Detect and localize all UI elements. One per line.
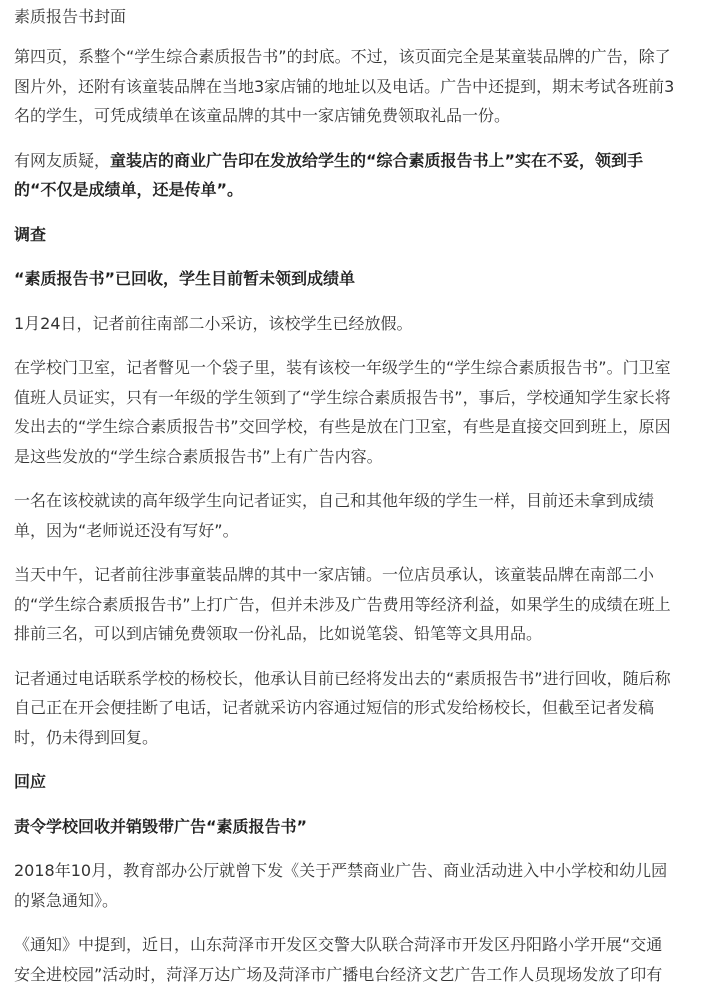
paragraph-netizen-question xyxy=(14,146,677,205)
paragraph-principal-call: 记者通过电话联系学校的杨校长，他承认目前已经将发出去的“素质报告书”进行回收，随后称自己正在开会便挂断了电话，记者就采访内容通过短信的形式发给杨校长，但截至记者发稿时，仍未得到回复。 xyxy=(14,668,671,747)
paragraph-senior-student: 一名在该校就读的高年级学生向记者证实，自己和其他年级的学生一样，目前还未拿到成绩单，因为“老师说还没有写好”。 xyxy=(14,491,655,540)
paragraph-school-visit: 1月24日，记者前往南部二小采访，该校学生已经放假。 xyxy=(14,313,413,333)
paragraph-notice-content: 《通知》中提到，近日，山东菏泽市开发区交警大队联合菏泽市开发区丹阳路小学开展“交通安全进校园”活动时，菏泽万达广场及菏泽市广播电台经济文艺广告工作人员现场发放了印有 xyxy=(14,935,663,984)
netizen-question-prefix: 有网友质疑， xyxy=(14,150,111,170)
paragraph-back-cover: 第四页，系整个“学生综合素质报告书”的封底。不过，该页面完全是某童装品牌的广告，除了图片外，还附有该童装品牌在当地3家店铺的地址以及电话。广告中还提到，期末考试各班前3名的学生，可凭成绩单在该童品牌的其中一家店铺免费领取礼品一份。 xyxy=(14,47,675,125)
section-heading-investigation: 调查 xyxy=(14,224,47,244)
subheading-report-recalled: “素质报告书”已回收，学生目前暂未领到成绩单 xyxy=(14,269,356,288)
netizen-question-bold: 童装店的商业广告印在发放给学生的“综合素质报告书上”实在不妥，领到手的“不仅是成绩单，还是传单”。 xyxy=(14,150,644,199)
paragraph-ministry-notice: 2018年10月，教育部办公厅就曾下发《关于严禁商业广告、商业活动进入中小学校和幼儿园的紧急通知》。 xyxy=(14,861,668,910)
subheading-order-destroy: 责令学校回收并销毁带广告“素质报告书” xyxy=(14,816,308,836)
image-caption: 素质报告书封面 xyxy=(14,7,127,26)
paragraph-store-visit: 当天中午，记者前往涉事童装品牌的其中一家店铺。一位店员承认，该童装品牌在南部二小的“学生综合素质报告书”上打广告，但并未涉及广告费用等经济利益，如果学生的成绩在班上排前三名，可以到店铺免费领取一份礼品，比如说笔袋、铅笔等文具用品。 xyxy=(14,565,671,643)
section-heading-response: 回应 xyxy=(14,772,47,791)
paragraph-guard-room: 在学校门卫室，记者瞥见一个袋子里，装有该校一年级学生的“学生综合素质报告书”。门卫室值班人员证实，只有一年级的学生领到了“学生综合素质报告书”，事后，学校通知学生家长将发出去的“学生综合素质报告书”交回学校，有些是放在门卫室，有些是直接交回到班上，原因是这些发放的“学生综合素质报告书”上有广告内容。 xyxy=(14,358,671,466)
